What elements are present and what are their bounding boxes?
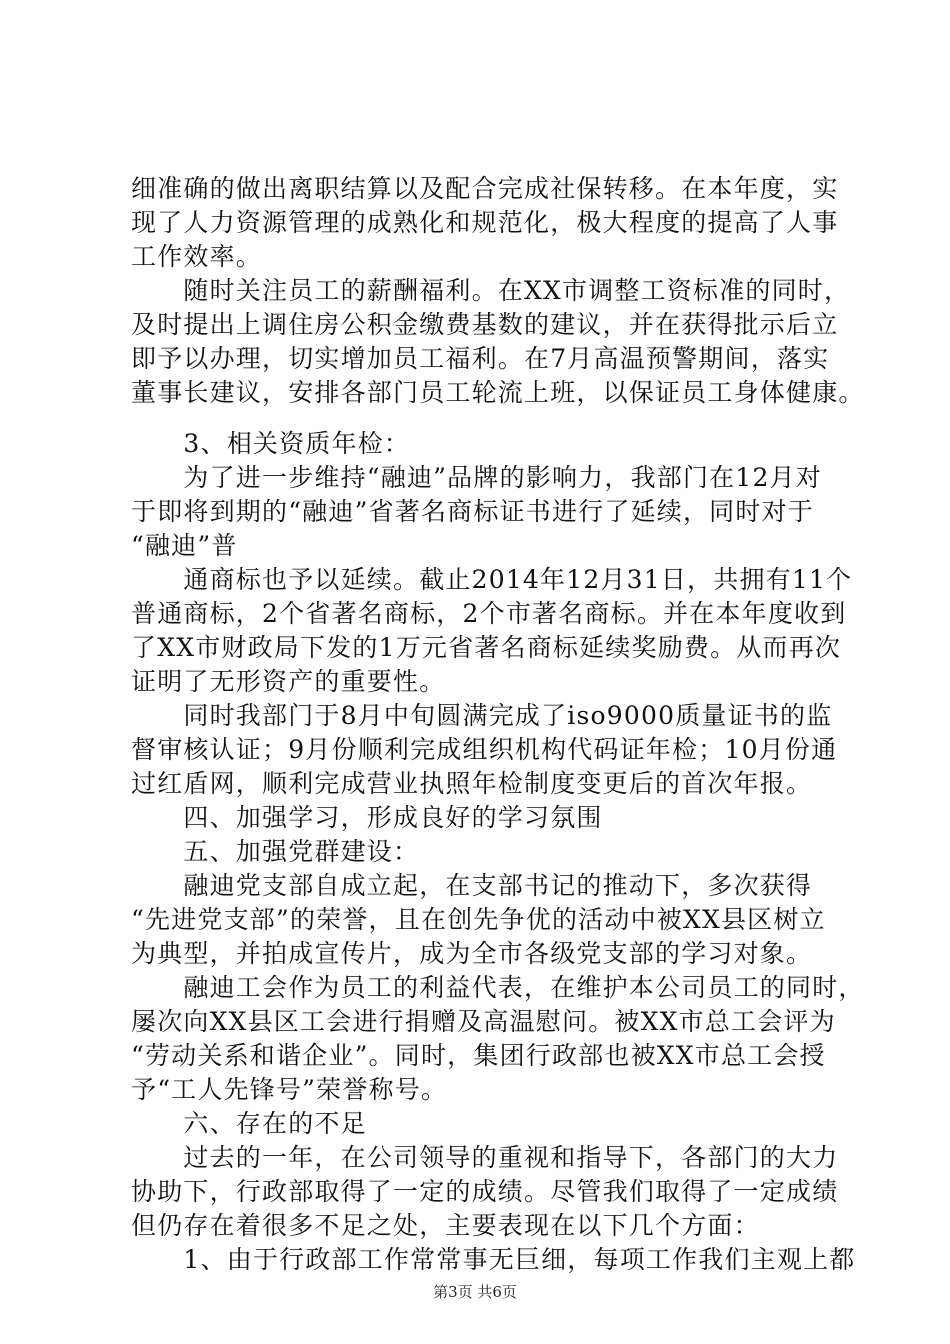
section-heading: 3、相关资质年检： — [131, 429, 411, 458]
body-text-line: 融迪工会作为员工的利益代表，在维护本公司员工的同时， — [131, 973, 865, 1002]
body-text-line: “劳动关系和谐企业”。同时，集团行政部也被XX市总工会授 — [131, 1041, 826, 1070]
body-text-line: 于即将到期的“融迪”省著名商标证书进行了延续，同时对于 — [131, 497, 814, 526]
body-text-line: 融迪党支部自成立起，在支部书记的推动下，多次获得 — [131, 871, 813, 900]
body-text-line: 现了人力资源管理的成熟化和规范化，极大程度的提高了人事 — [131, 208, 839, 237]
body-text-line: 普通商标，2个省著名商标，2个市著名商标。并在本年度收到 — [131, 599, 847, 628]
body-text-line: 过红盾网，顺利完成营业执照年检制度变更后的首次年报。 — [131, 769, 813, 798]
body-text-line: 通商标也予以延续。截止2014年12月31日，共拥有11个 — [131, 565, 853, 594]
body-text-line: 了XX市财政局下发的1万元省著名商标延续奖励费。从而再次 — [131, 633, 842, 662]
section-heading: 四、加强学习，形成良好的学习氛围 — [131, 803, 603, 832]
body-text-line: 即予以办理，切实增加员工福利。在7月高温预警期间，落实 — [131, 344, 830, 373]
body-text-line: 同时我部门于8月中旬圆满完成了iso9000质量证书的监 — [131, 701, 833, 730]
body-text-line: 证明了无形资产的重要性。 — [131, 667, 446, 696]
section-heading: 五、加强党群建设： — [131, 837, 420, 866]
body-text-line: 为典型，并拍成宣传片，成为全市各级党支部的学习对象。 — [131, 939, 813, 968]
body-text-line: 协助下，行政部取得了一定的成绩。尽管我们取得了一定成绩 — [131, 1177, 839, 1206]
body-text-line: 屡次向XX县区工会进行捐赠及高温慰问。被XX市总工会评为 — [131, 1007, 836, 1036]
body-text-line: 及时提出上调住房公积金缴费基数的建议，并在获得批示后立 — [131, 310, 839, 339]
body-text-line: 督审核认证；9月份顺利完成组织机构代码证年检；10月份通 — [131, 735, 838, 764]
body-text-line: “融迪”普 — [131, 531, 238, 560]
body-text-line: 为了进一步维持“融迪”品牌的影响力，我部门在12月对 — [131, 463, 822, 492]
body-text-line: “先进党支部”的荣誉，且在创先争优的活动中被XX县区树立 — [131, 905, 826, 934]
body-text-line: 过去的一年，在公司领导的重视和指导下，各部门的大力 — [131, 1143, 839, 1172]
body-text-line: 但仍存在着很多不足之处，主要表现在以下几个方面： — [131, 1211, 760, 1240]
body-text-line: 随时关注员工的薪酬福利。在XX市调整工资标准的同时， — [131, 276, 851, 305]
body-text-line: 1、由于行政部工作常常事无巨细，每项工作我们主观上都 — [131, 1245, 856, 1274]
body-text-line: 工作效率。 — [131, 242, 263, 271]
body-text-line: 董事长建议，安排各部门员工轮流上班，以保证员工身体健康。 — [131, 378, 865, 407]
page-footer: 第3页 共6页 — [433, 1283, 517, 1301]
body-text-line: 细准确的做出离职结算以及配合完成社保转移。在本年度，实 — [131, 174, 839, 203]
body-text-line: 予“工人先锋号”荣誉称号。 — [131, 1075, 448, 1104]
section-heading: 六、存在的不足 — [131, 1109, 367, 1138]
